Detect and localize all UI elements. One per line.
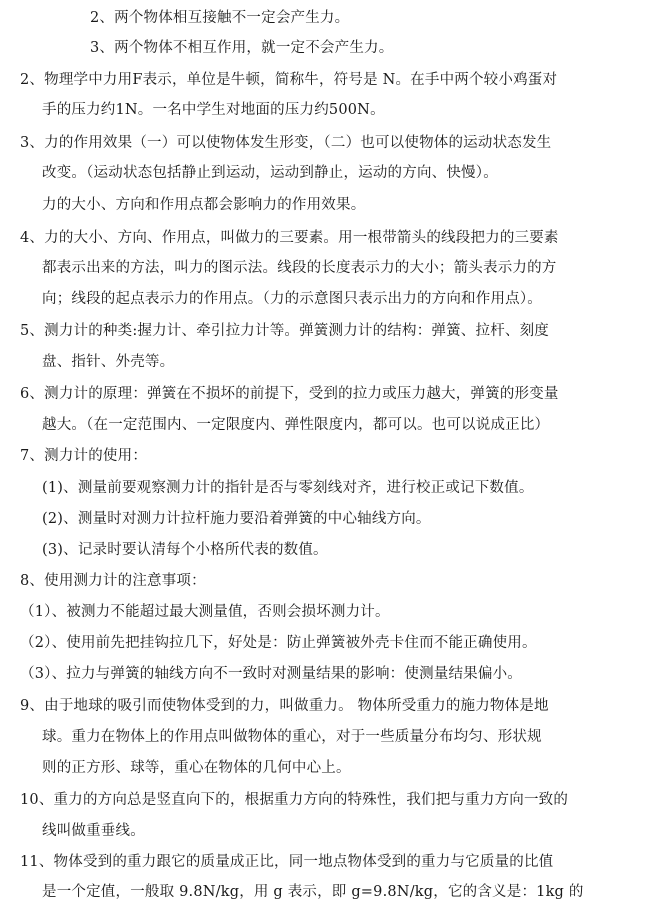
text-line: 10、重力的方向总是竖直向下的，根据重力方向的特殊性，我们把与重力方向一致的 [20,792,569,808]
text-line: 球。重力在物体上的作用点叫做物体的重心，对于一些质量分布均匀、形状规 [42,729,542,745]
text-line: 盘、指针、外壳等。 [42,354,175,370]
text-line: 力的大小、方向和作用点都会影响力的作用效果。 [42,197,366,213]
text-line: (3)、记录时要认清每个小格所代表的数值。 [42,542,328,558]
text-line: (2)、测量时对测力计拉杆施力要沿着弹簧的中心轴线方向。 [42,511,431,527]
text-line: 4、力的大小、方向、作用点，叫做力的三要素。用一根带箭头的线段把力的三要素 [20,230,559,246]
text-line: 5、测力计的种类:握力计、牵引拉力计等。弹簧测力计的结构：弹簧、拉杆、刻度 [20,323,550,339]
text-line: (1)、测量前要观察测力计的指针是否与零刻线对齐，进行校正或记下数值。 [42,480,534,496]
text-line: 2、两个物体相互接触不一定会产生力。 [90,10,350,26]
text-line: 2、物理学中力用F表示，单位是牛顿，简称牛，符号是 N。在手中两个较小鸡蛋对 [20,72,558,88]
text-line: （1）、被测力不能超过最大测量值，否则会损坏测力计。 [20,604,390,620]
text-line: （2）、使用前先把挂钩拉几下，好处是：防止弹簧被外壳卡住而不能正确使用。 [20,635,537,651]
text-line: 改变。（运动状态包括静止到运动，运动到静止，运动的方向、快慢）。 [42,165,498,181]
text-line: 越大。（在一定范围内、一定限度内、弹性限度内，都可以。也可以说成正比） [42,417,550,433]
text-line: 是一个定值，一般取 9.8N/kg，用 g 表示，即 g=9.8N/kg，它的含义是：1kg 的 [42,884,584,900]
text-line: 3、力的作用效果（一）可以使物体发生形变，（二）也可以使物体的运动状态发生 [20,135,552,151]
text-line: 线叫做重垂线。 [42,823,145,839]
text-line: 6、测力计的原理：弹簧在不损坏的前提下，受到的拉力或压力越大，弹簧的形变量 [20,386,559,402]
text-line: 向；线段的起点表示力的作用点。（力的示意图只表示出力的方向和作用点）。 [42,291,542,307]
text-line: 8、使用测力计的注意事项： [20,573,206,589]
text-line: （3）、拉力与弹簧的轴线方向不一致时对测量结果的影响：使测量结果偏小。 [20,666,522,682]
text-line: 7、测力计的使用： [20,448,148,464]
text-line: 3、两个物体不相互作用，就一定不会产生力。 [90,40,394,56]
text-line: 都表示出来的方法，叫力的图示法。线段的长度表示力的大小；箭头表示力的方 [42,260,557,276]
text-line: 9、由于地球的吸引而使物体受到的力，叫做重力。 物体所受重力的施力物体是地 [20,698,549,714]
text-line: 则的正方形、球等，重心在物体的几何中心上。 [42,760,351,776]
text-line: 手的压力约1N。一名中学生对地面的压力约500N。 [42,102,385,118]
text-line: 11、物体受到的重力跟它的质量成正比，同一地点物体受到的重力与它质量的比值 [20,854,554,870]
